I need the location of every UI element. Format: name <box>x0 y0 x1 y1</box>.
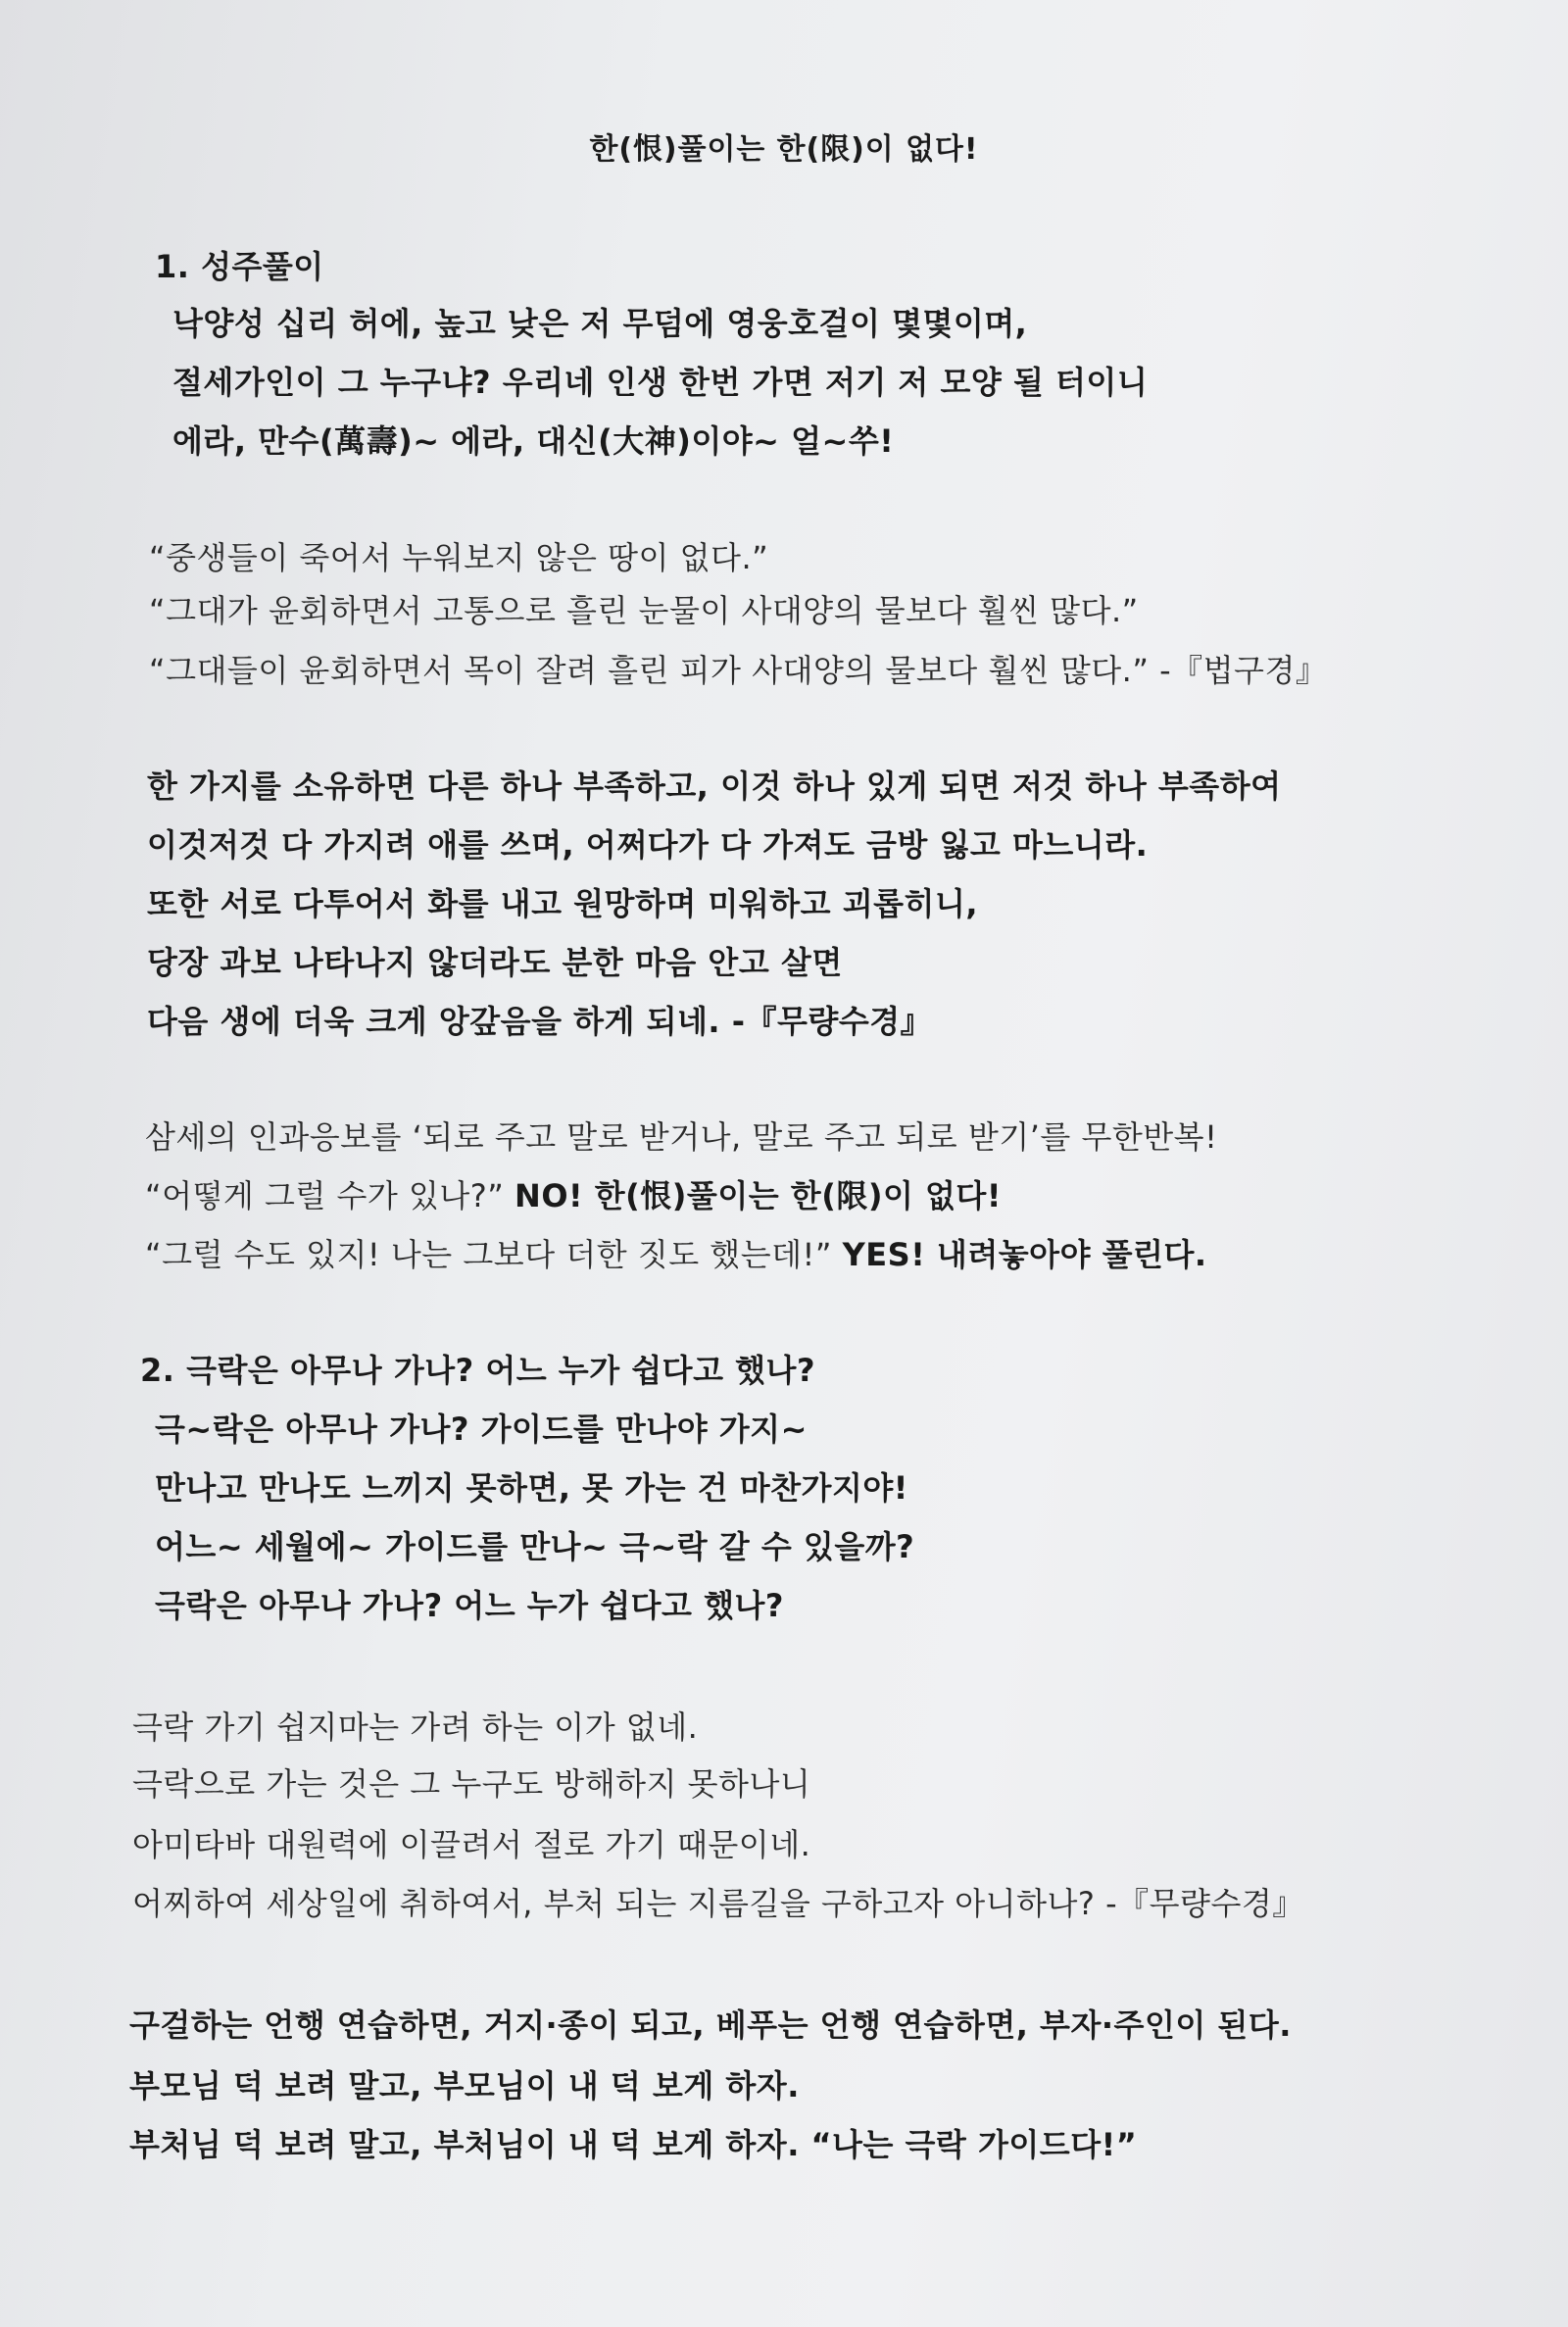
song-line: 만나고 만나도 느끼지 못하면, 못 가는 건 마찬가지야! <box>155 1469 908 1507</box>
question-text: “그럴 수도 있지! 나는 그보다 더한 짓도 했는데!” <box>145 1236 843 1273</box>
song-line: 에라, 만수(萬壽)~ 에라, 대신(大神)이야~ 얼~쑤! <box>172 422 895 460</box>
question-text: “어떻게 그럴 수가 있나?” <box>145 1177 515 1214</box>
answer-text: YES! 내려놓아야 풀린다. <box>842 1236 1207 1273</box>
song-line: 절세가인이 그 누구냐? 우리네 인생 한번 가면 저기 저 모양 될 터이니 <box>172 364 1149 401</box>
sutra-line: 극락으로 가는 것은 그 누구도 방해하지 못하나니 <box>132 1765 811 1803</box>
song-line: 극~락은 아무나 가나? 가이드를 만나야 가지~ <box>155 1411 808 1448</box>
closing-line: 부모님 덕 보려 말고, 부모님이 내 덕 보게 하자. <box>129 2067 800 2104</box>
section1-heading: 1. 성주풀이 <box>155 248 324 285</box>
closing-line: 구걸하는 언행 연습하면, 거지·종이 되고, 베푸는 언행 연습하면, 부자·주인이 된다. <box>129 2006 1292 2044</box>
question-line-1 <box>145 1176 1002 1215</box>
closing-line: 부처님 덕 보려 말고, 부처님이 내 덕 보게 하자. “나는 극락 가이드다!” <box>129 2126 1138 2163</box>
sutra-line: 또한 서로 다투어서 화를 내고 원망하며 미워하고 괴롭히니, <box>147 885 979 922</box>
sutra-line: 한 가지를 소유하면 다른 하나 부족하고, 이것 하나 있게 되면 저것 하나 부족하여 <box>147 767 1282 805</box>
sutra-line: 어찌하여 세상일에 취하여서, 부처 되는 지름길을 구하고자 아니하나? -『무량수경』 <box>132 1885 1304 1922</box>
sutra-line: 다음 생에 더욱 크게 앙갚음을 하게 되네. -『무량수경』 <box>147 1003 933 1040</box>
quote-line: “그대들이 윤회하면서 목이 잘려 흘린 피가 사대양의 물보다 훨씬 많다.” -『법구경』 <box>149 652 1328 689</box>
quote-line: “중생들이 죽어서 누워보지 않은 땅이 없다.” <box>149 539 769 576</box>
karma-line: 삼세의 인과응보를 ‘되로 주고 말로 받거나, 말로 주고 되로 받기’를 무한반복! <box>145 1118 1218 1156</box>
sutra-line: 이것저것 다 가지려 애를 쓰며, 어쩌다가 다 가져도 금방 잃고 마느니라. <box>147 826 1149 864</box>
page-title: 한(恨)풀이는 한(限)이 없다! <box>589 132 979 167</box>
sutra-line: 당장 과보 나타나지 않더라도 분한 마음 안고 살면 <box>147 944 843 981</box>
quote-line: “그대가 윤회하면서 고통으로 흘린 눈물이 사대양의 물보다 훨씬 많다.” <box>149 592 1139 629</box>
answer-text: NO! 한(恨)풀이는 한(限)이 없다! <box>514 1177 1002 1214</box>
sutra-line: 극락 가기 쉽지마는 가려 하는 이가 없네. <box>132 1708 699 1746</box>
sutra-line: 아미타바 대원력에 이끌려서 절로 가기 때문이네. <box>132 1826 811 1863</box>
song-line: 극락은 아무나 가나? 어느 누가 쉽다고 했나? <box>155 1587 784 1624</box>
song-line: 어느~ 세월에~ 가이드를 만나~ 극~락 갈 수 있을까? <box>155 1528 915 1565</box>
section2-heading: 2. 극락은 아무나 가나? 어느 누가 쉽다고 했나? <box>140 1352 816 1389</box>
question-line-2 <box>145 1235 1207 1274</box>
song-line: 낙양성 십리 허에, 높고 낮은 저 무덤에 영웅호걸이 몇몇이며, <box>172 305 1028 342</box>
